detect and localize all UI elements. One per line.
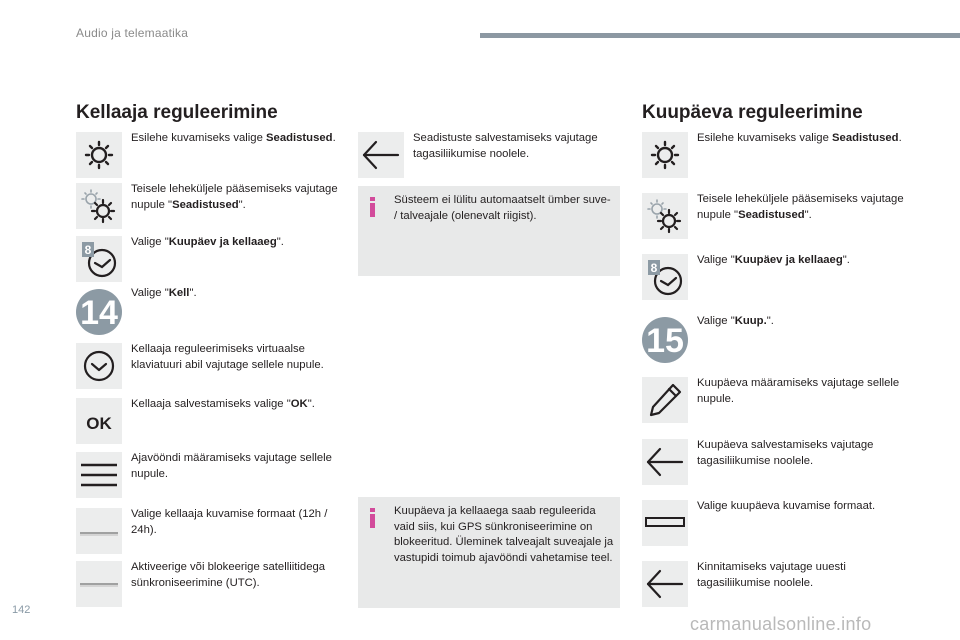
date-format-icon xyxy=(642,500,688,546)
step-text: Kuupäeva salvestamiseks vajutage tagasiliikumise noolele. xyxy=(697,439,874,467)
back-arrow-icon xyxy=(642,561,688,607)
clock-badge-number: 8 xyxy=(84,243,92,257)
info-box-gps xyxy=(358,497,620,608)
ok-button-icon xyxy=(76,398,122,444)
info-text: Süsteem ei lülitu automaatselt ümber suve- / talveajale (olenevalt riigist). xyxy=(394,194,611,222)
step-icon-box xyxy=(642,500,688,546)
running-header: Audio ja telemaatika xyxy=(76,26,189,40)
double-gear-icon xyxy=(76,183,122,229)
step-text: Valige kellaaja kuvamise formaat (12h / 24h). xyxy=(131,508,328,536)
step-text: Valige "Kell". xyxy=(131,287,197,299)
step-text: Kuupäeva määramiseks vajutage sellele nupule. xyxy=(697,377,900,405)
section-title-date: Kuupäeva reguleerimine xyxy=(642,102,863,123)
step-text: Kellaaja salvestamiseks valige "OK". xyxy=(131,398,315,410)
menu-icon xyxy=(76,452,122,498)
step-number-badge xyxy=(76,287,122,337)
svg-text:OK: OK xyxy=(86,414,112,433)
watermark: carmanualsonline.info xyxy=(690,614,872,634)
clock-icon xyxy=(76,236,122,282)
step-icon-box xyxy=(76,452,122,498)
chevron-down-circle-icon xyxy=(76,343,122,389)
svg-text:14: 14 xyxy=(80,294,118,332)
clock-icon xyxy=(642,254,688,300)
info-text: Kuupäeva ja kellaaega saab reguleerida vaid siis, kui GPS sünkroniseerimine on blokeeritud. Üleminek talveajalt suveajale ja vastupidi toimub ajavööndi vahetamise teel. xyxy=(394,505,614,564)
step-text: Seadistuste salvestamiseks vajutage tagasiliikumise noolele. xyxy=(413,132,598,160)
step-icon-box xyxy=(76,343,122,389)
info-box-dst xyxy=(358,186,620,276)
step-text: Teisele leheküljele pääsemiseks vajutage nupule "Seadistused". xyxy=(131,183,338,211)
step-icon-box xyxy=(76,508,122,554)
step-icon-box xyxy=(76,132,122,178)
step-text: Esilehe kuvamiseks valige Seadistused. xyxy=(131,132,336,144)
step-text: Valige "Kuupäev ja kellaaeg". xyxy=(697,254,850,266)
step-icon-box xyxy=(642,254,688,300)
back-arrow-icon xyxy=(358,132,404,178)
step-icon-box xyxy=(76,398,122,444)
step-icon-box xyxy=(76,236,122,282)
step-text: Valige kuupäeva kuvamise formaat. xyxy=(697,500,876,512)
step-icon-box xyxy=(642,377,688,423)
step-icon-box xyxy=(358,132,404,178)
step-icon-box xyxy=(76,183,122,229)
step-text: Kinnitamiseks vajutage uuesti tagasiliikumise noolele. xyxy=(697,561,846,589)
toggle-format-icon xyxy=(76,508,122,554)
clock-badge-number: 8 xyxy=(650,261,658,275)
toggle-sync-icon xyxy=(76,561,122,607)
step-text: Aktiveerige või blokeerige satelliitidega sünkroniseerimine (UTC). xyxy=(131,561,326,589)
step-icon-box xyxy=(642,193,688,239)
step-icon-box xyxy=(76,561,122,607)
double-gear-icon xyxy=(642,193,688,239)
gear-icon xyxy=(642,132,688,178)
svg-text:15: 15 xyxy=(646,322,684,360)
section-title-time: Kellaaja reguleerimine xyxy=(76,102,278,123)
page-number: 142 xyxy=(12,604,31,616)
step-text: Kellaaja reguleerimiseks virtuaalse klaviatuuri abil vajutage sellele nupule. xyxy=(131,343,324,371)
step-text: Ajavööndi määramiseks vajutage sellele nupule. xyxy=(131,452,332,480)
pencil-icon xyxy=(642,377,688,423)
step-number-badge xyxy=(642,315,688,365)
header-bar xyxy=(480,33,960,38)
step-text: Valige "Kuup.". xyxy=(697,315,774,327)
step-icon-box xyxy=(642,439,688,485)
step-text: Valige "Kuupäev ja kellaaeg". xyxy=(131,236,284,248)
step-icon-box xyxy=(642,132,688,178)
gear-icon xyxy=(76,132,122,178)
step-text: Esilehe kuvamiseks valige Seadistused. xyxy=(697,132,902,144)
back-arrow-icon xyxy=(642,439,688,485)
step-icon-box xyxy=(642,561,688,607)
step-text: Teisele leheküljele pääsemiseks vajutage nupule "Seadistused". xyxy=(697,193,904,221)
